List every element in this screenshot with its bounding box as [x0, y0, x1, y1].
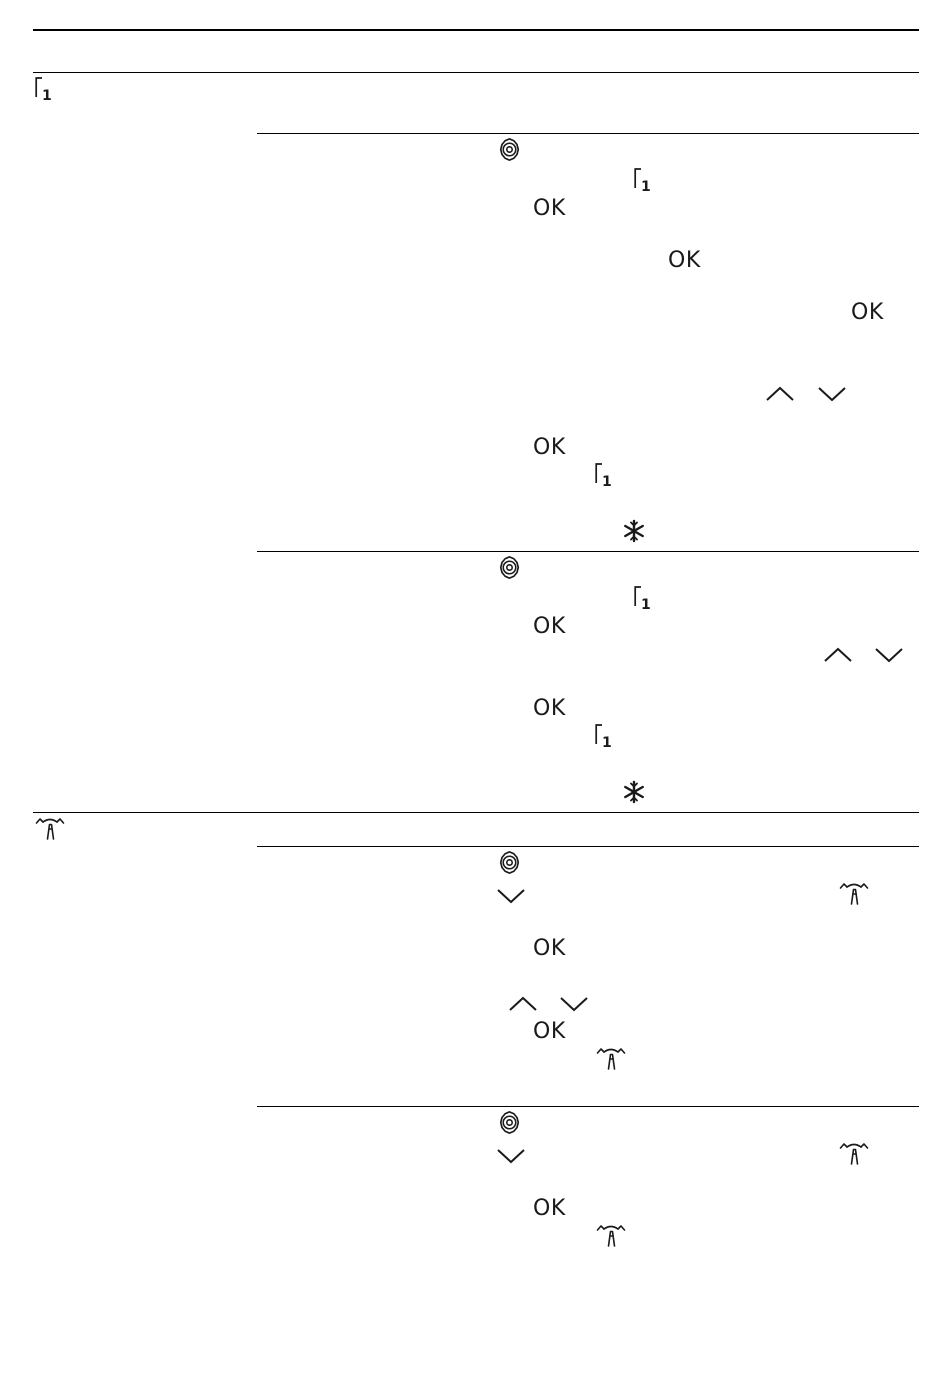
venting-hood-icon	[596, 1046, 626, 1072]
ok-button-label: OK	[533, 196, 566, 221]
venting-hood-icon	[596, 1223, 626, 1249]
section-divider-venting	[33, 812, 919, 813]
svg-text:1: 1	[641, 179, 651, 195]
row-divider-2	[257, 551, 919, 552]
chevron-down-icon	[874, 647, 904, 663]
row-divider-4	[257, 1106, 919, 1107]
snowflake-icon	[622, 780, 646, 804]
snowflake-icon	[622, 519, 646, 543]
door-1-icon	[595, 724, 613, 751]
ok-button-label: OK	[533, 696, 566, 721]
section-divider-door	[33, 72, 919, 73]
ok-button-label: OK	[851, 300, 884, 325]
chevron-down-icon	[559, 996, 589, 1012]
ok-button-label: OK	[533, 1196, 566, 1221]
svg-text:1: 1	[602, 735, 612, 751]
top-rule	[33, 29, 919, 31]
venting-hood-icon	[35, 816, 65, 842]
settings-gear-icon	[497, 137, 522, 162]
settings-gear-icon	[497, 1110, 522, 1135]
row-divider-3	[257, 846, 919, 847]
ok-button-label: OK	[533, 1019, 566, 1044]
door-1-icon	[595, 463, 613, 490]
door-1-icon	[634, 168, 652, 195]
svg-text:1: 1	[602, 474, 612, 490]
svg-text:1: 1	[641, 597, 651, 613]
ok-button-label: OK	[668, 248, 701, 273]
chevron-down-icon	[817, 386, 847, 402]
settings-gear-icon	[497, 555, 522, 580]
ok-button-label: OK	[533, 614, 566, 639]
settings-gear-icon	[497, 850, 522, 875]
chevron-down-icon	[496, 888, 526, 904]
venting-hood-icon	[839, 881, 869, 907]
row-divider-1	[257, 133, 919, 134]
ok-button-label: OK	[533, 936, 566, 961]
venting-hood-icon	[839, 1141, 869, 1167]
chevron-up-icon	[823, 647, 853, 663]
chevron-down-icon	[496, 1148, 526, 1164]
door-1-icon	[634, 586, 652, 613]
ok-button-label: OK	[533, 435, 566, 460]
chevron-up-icon	[508, 996, 538, 1012]
svg-text:1: 1	[42, 88, 52, 104]
door-1-icon	[35, 77, 53, 104]
chevron-up-icon	[765, 386, 795, 402]
